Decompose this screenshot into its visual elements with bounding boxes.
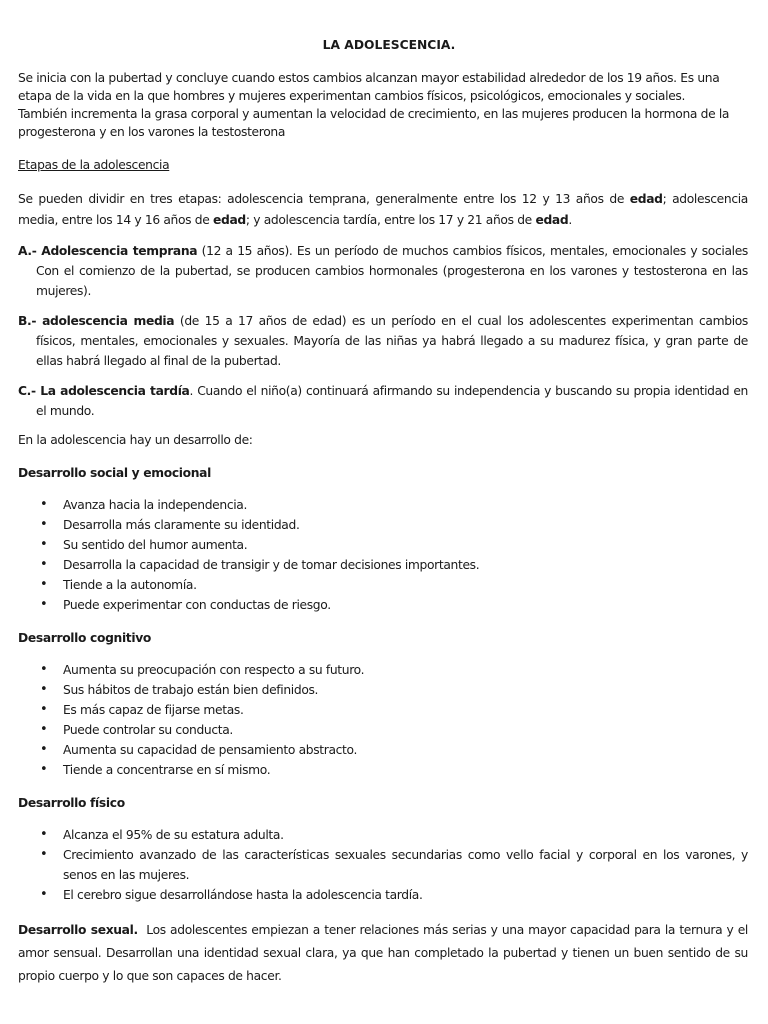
bullet-icon: •: [40, 662, 48, 677]
stages-intro-text-4: .: [568, 213, 572, 227]
stage-middle-text: (de 15 a 17 años de edad) es un período en el cual los adolescentes experimentan cambios físicos, mentales, emocionales y sexuales. Mayoría de las niñas ya habrá llegado a su madurez física, y gran parte de ellas habrá llegado al final de la pubertad.: [36, 314, 748, 368]
list-item: [18, 845, 748, 885]
list-item: [18, 515, 748, 535]
bullet-icon: •: [40, 702, 48, 717]
list-item: [18, 495, 748, 515]
stage-late-label: C.- La adolescencia tardía: [18, 384, 190, 398]
list-item: [18, 825, 748, 845]
list-item: [18, 575, 748, 595]
stages-intro-text-3: ; y adolescencia tardía, entre los 17 y 21 años de: [245, 213, 536, 227]
list-item-text: Aumenta su capacidad de pensamiento abstracto.: [63, 743, 358, 757]
stages-intro-bold-2: edad: [213, 213, 246, 227]
list-item: [18, 660, 748, 680]
list-item: [18, 885, 748, 905]
bullet-icon: •: [40, 597, 48, 612]
bullet-icon: •: [40, 742, 48, 757]
list-item: [18, 535, 748, 555]
list-item-text: Puede experimentar con conductas de riesgo.: [63, 598, 331, 612]
list-item: [18, 555, 748, 575]
list-item: [18, 700, 748, 720]
list-item-text: Su sentido del humor aumenta.: [63, 538, 248, 552]
list-item-text: Aumenta su preocupación con respecto a su futuro.: [63, 663, 365, 677]
bullet-icon: •: [40, 887, 48, 902]
bullet-icon: •: [40, 577, 48, 592]
stage-early-text: (12 a 15 años). Es un período de muchos cambios físicos, mentales, emocionales y sociales Con el comienzo de la pubertad, se producen cambios hormonales (progesterona en los varones y testosterona en las mujeres).: [36, 244, 748, 298]
list-item-text: Avanza hacia la independencia.: [63, 498, 248, 512]
stages-heading: Etapas de la adolescencia: [18, 158, 170, 172]
list-item: [18, 595, 748, 615]
stages-intro-paragraph: [18, 189, 748, 231]
bullet-icon: •: [40, 722, 48, 737]
document-title: LA ADOLESCENCIA.: [322, 38, 456, 52]
intro-text-1: Se inicia con la pubertad y concluye cuando estos cambios alcanzan mayor estabilidad alrededor de los 19 años. Es una etapa de la vida en la que hombres y mujeres experimentan cambios físicos, psicológicos, emocionales y sociales.: [18, 71, 720, 103]
list-social: [18, 495, 748, 615]
bullet-icon: •: [40, 682, 48, 697]
sexual-development-text: Los adolescentes empiezan a tener relaciones más serias y una mayor capacidad para la ternura y el amor sensual. Desarrollan una identidad sexual clara, ya que han completado la pubertad y tienen un buen sentido de su propio cuerpo y lo que son capaces de hacer.: [18, 923, 752, 983]
list-item-text: Tiende a concentrarse en sí mismo.: [63, 763, 271, 777]
bullet-icon: •: [40, 497, 48, 512]
sexual-development-label: Desarrollo sexual.: [18, 923, 138, 937]
section-heading-physical: Desarrollo físico: [18, 796, 125, 810]
list-physical: [18, 825, 748, 905]
stage-late: [18, 381, 748, 421]
bullet-icon: •: [40, 762, 48, 777]
list-item-text: Desarrolla la capacidad de transigir y de tomar decisiones importantes.: [63, 558, 480, 572]
bullet-icon: •: [40, 827, 48, 842]
stage-early-label: A.- Adolescencia temprana: [18, 244, 198, 258]
stage-early: [18, 241, 748, 301]
section-heading-social: Desarrollo social y emocional: [18, 466, 211, 480]
list-item-text: Puede controlar su conducta.: [63, 723, 233, 737]
list-item: [18, 680, 748, 700]
list-item-text: Alcanza el 95% de su estatura adulta.: [63, 828, 284, 842]
stages-intro-bold-1: edad: [629, 192, 663, 206]
list-cognitive: [18, 660, 748, 780]
list-item-text: Crecimiento avanzado de las características sexuales secundarias como vello facial y corporal en los varones, y senos en las mujeres.: [63, 848, 748, 882]
list-item-text: Tiende a la autonomía.: [63, 578, 197, 592]
bullet-icon: •: [40, 847, 48, 862]
intro-text-2: También incrementa la grasa corporal y aumentan la velocidad de crecimiento, en las mujeres producen la hormona de la progesterona y en los varones la testosterona: [18, 107, 730, 139]
section-heading-cognitive: Desarrollo cognitivo: [18, 631, 151, 645]
stage-middle-label: B.- adolescencia media: [18, 314, 175, 328]
list-item: [18, 720, 748, 740]
stages-intro-text-2: ; adolescencia media, entre los 14 y 16 años de: [18, 192, 748, 227]
stage-late-text: . Cuando el niño(a) continuará afirmando su independencia y buscando su propia identidad en el mundo.: [36, 384, 749, 418]
list-item-text: El cerebro sigue desarrollándose hasta la adolescencia tardía.: [63, 888, 423, 902]
bullet-icon: •: [40, 537, 48, 552]
bullet-icon: •: [40, 517, 48, 532]
list-item: [18, 740, 748, 760]
stages-intro-bold-3: edad: [535, 213, 569, 227]
list-item-text: Desarrolla más claramente su identidad.: [63, 518, 300, 532]
intro-paragraph: [18, 69, 748, 141]
list-item-text: Sus hábitos de trabajo están bien definidos.: [63, 683, 319, 697]
bullet-icon: •: [40, 557, 48, 572]
stages-intro-text-1: Se pueden dividir en tres etapas: adolescencia temprana, generalmente entre los 12 y 13 años de: [18, 192, 630, 206]
sexual-development-paragraph: [18, 919, 752, 988]
stage-middle: [18, 311, 748, 371]
development-intro: En la adolescencia hay un desarrollo de:: [18, 433, 253, 447]
list-item-text: Es más capaz de fijarse metas.: [63, 703, 244, 717]
list-item: [18, 760, 748, 780]
